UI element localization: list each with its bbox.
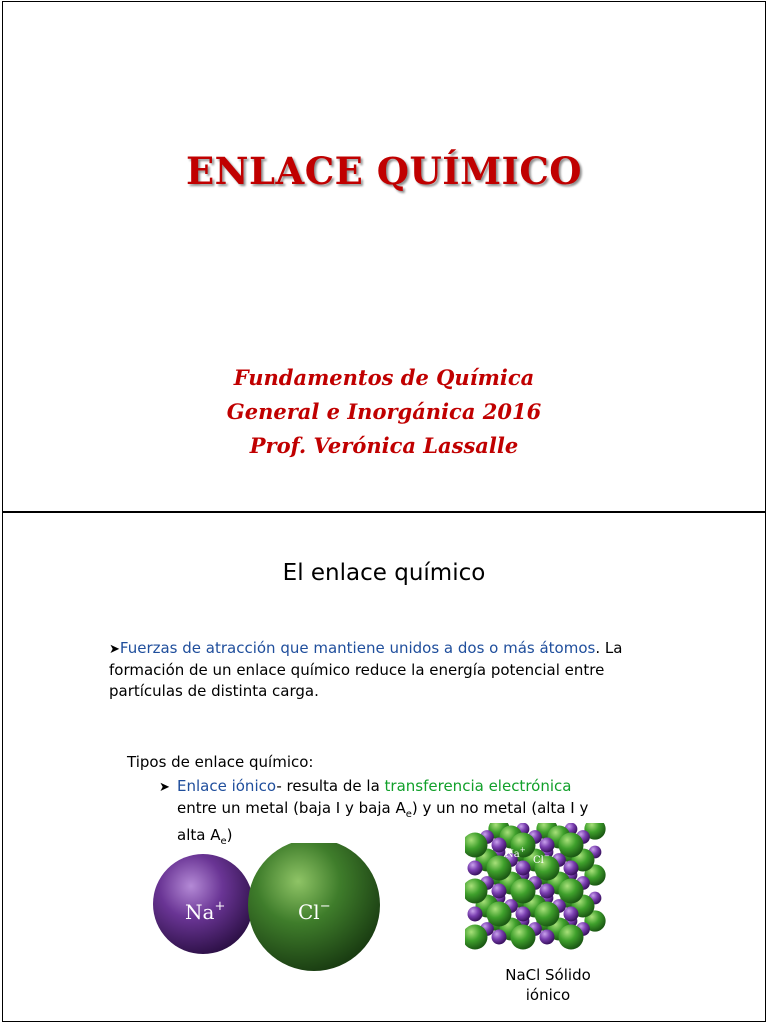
nacl-lattice-illustration: [465, 823, 635, 963]
intro-text-2: formación de un enlace químico reduce la energía potencial entre: [109, 661, 605, 679]
arrow-bullet-icon: ➤: [159, 780, 170, 795]
chloride-ball: [487, 902, 512, 927]
content-slide: [2, 512, 766, 1022]
ions-illustration: [151, 843, 391, 975]
intro-paragraph: [109, 638, 709, 702]
ionic-line3-a: alta A: [177, 826, 221, 844]
title-slide: [2, 1, 766, 512]
lattice-chloride-label: Cl−: [533, 852, 550, 866]
lattice-ions: [465, 823, 606, 950]
chloride-ball: [511, 879, 536, 904]
sodium-ball: [540, 930, 555, 945]
sodium-ion-label: Na+: [185, 899, 226, 924]
sodium-ball: [540, 838, 555, 853]
caption-line-2: iónico: [525, 986, 571, 1001]
lattice-sodium-label: Na+: [505, 846, 526, 860]
chloride-ball: [559, 925, 584, 950]
ionic-line3-b: ): [226, 826, 233, 844]
caption-line-1: NaCl Sólido: [505, 966, 591, 984]
ionic-line3-sub: e: [220, 836, 227, 847]
chloride-ball: [559, 833, 584, 858]
slide-title: ENLACE QUÍMICO: [185, 149, 583, 193]
chloride-ball: [535, 902, 560, 927]
chloride-ion-label: Cl−: [298, 899, 331, 924]
ionic-line2-b: ) y un no metal (alta I y: [411, 799, 589, 817]
ionic-line2-a: entre un metal (baja I y baja A: [177, 799, 406, 817]
chloride-ball: [511, 925, 536, 950]
ionic-term: Enlace iónico: [177, 777, 277, 795]
intro-text-3: partículas de distinta carga.: [109, 682, 319, 700]
sodium-ball: [516, 861, 531, 876]
sodium-ball: [492, 884, 507, 899]
types-label: Tipos de enlace químico:: [127, 753, 314, 771]
lattice-caption: [473, 965, 623, 1001]
sodium-ball: [492, 930, 507, 945]
sodium-ball: [564, 861, 579, 876]
chloride-ball: [559, 879, 584, 904]
subtitle-line-course: Fundamentos de Química: [233, 365, 535, 390]
sodium-ball: [540, 884, 555, 899]
sodium-ball: [468, 861, 483, 876]
intro-text-1: . La: [595, 639, 623, 657]
sodium-ball: [564, 907, 579, 922]
subtitle-line-year: General e Inorgánica 2016: [226, 399, 542, 424]
ionic-transfer-text: transferencia electrónica: [384, 777, 572, 795]
sodium-ball: [516, 907, 531, 922]
slide-heading: El enlace químico: [282, 560, 486, 586]
sodium-ball: [468, 907, 483, 922]
ionic-line2-sub: e: [405, 809, 412, 820]
intro-highlight: Fuerzas de atracción que mantiene unidos a dos o más átomos: [119, 639, 596, 657]
subtitle-line-professor: Prof. Verónica Lassalle: [249, 433, 519, 458]
arrow-bullet-icon: ➤: [109, 642, 120, 657]
ionic-mid-text: - resulta de la: [276, 777, 385, 795]
